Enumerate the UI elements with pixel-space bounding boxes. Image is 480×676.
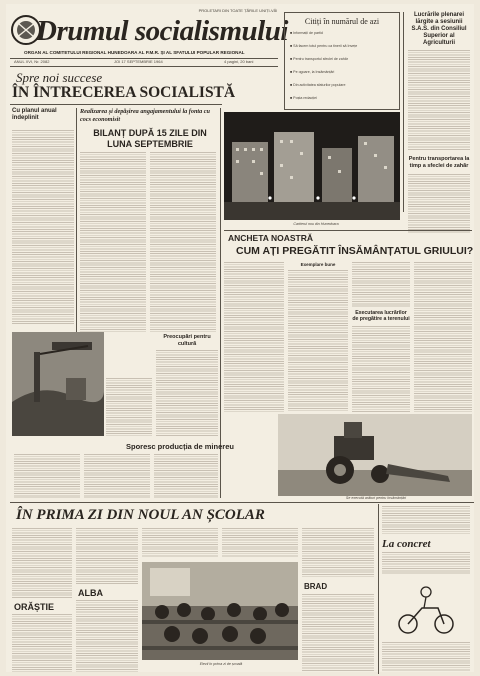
survey-col-2 [288,270,348,412]
issue-price: 4 pagini, 20 bani [224,59,254,64]
center-column-subhead: BILANȚ DUPĂ 15 ZILE DIN LUNA SEPTEMBRIE [93,128,207,149]
sidebar-article-title: Lucrările plenarei lărgite a sesiunii S.A.S. din Consiliul Superior al Agriculturii [411,12,467,46]
survey-col-1 [224,262,284,412]
school-col-5 [302,528,374,578]
school-town-alba: ALBA [78,588,103,598]
school-col-1 [12,528,72,598]
contents-item: ■ Să facem totul pentru ca tinerii să învețe [290,44,358,48]
contents-item: ■ Poșta redacției [290,96,317,100]
mining-head: Sporesc producția de minereu [126,442,234,451]
cultural-head: Preocupări pentru cultură [163,334,211,347]
classroom-photo [142,562,298,660]
sidebar-article-body [408,50,470,150]
city-photo-caption: Cartierul nou din Hunedoara [293,222,339,226]
contents-item: ■ Din activitatea sfaturilor populare [290,83,346,87]
survey-subhead: Exemplare bune [300,262,336,267]
contents-item: ■ Informații de partid [290,31,323,35]
masthead-title: Drumul socialismului [36,15,288,47]
school-col-2b [76,600,138,672]
tractor-caption: Se execută arături pentru însămânțări [345,496,407,500]
sidebar-subhead-body [408,174,470,234]
masthead-slogan: PROLETARI DIN TOATE ȚĂRILE UNIȚI-VĂ! [198,8,278,13]
survey-headline: CUM AȚI PREGĂTIT ÎNSĂMÂNȚATUL GRIULUI? [236,245,474,257]
survey-col-3a [352,262,410,308]
city-night-photo [224,112,400,220]
center-column-head: Realizarea și depășirea angajamentului la fonta cu cocs economisit [80,108,210,123]
survey-kicker: ANCHETA NOASTRĂ [228,233,313,243]
school-col-1b [12,614,72,672]
concrete-title: La concret [382,538,431,550]
masthead-subtitle: ORGAN AL COMITETULUI REGIONAL HUNEDOARA AL P.M.R. ȘI AL SFATULUI POPULAR REGIONAL [24,50,245,55]
top-story-headline: ÎN ÎNTRECEREA SOCIALISTĂ [12,84,236,101]
center-column-body-b [150,152,216,332]
cultural-body [156,350,218,436]
survey-col-3b [352,326,410,412]
school-col-4 [222,528,298,558]
center-column-body-a [80,152,146,332]
mining-body-b [84,454,150,498]
survey-subhead: Executarea lucrărilor de pregătire a terenului [352,310,410,323]
contents-item: ■ Pentru transportul sfeclei de zahăr [290,57,348,61]
concrete-body [382,642,470,672]
issue-number: ANUL XVI, Nr. 2082 [14,59,50,64]
contents-box [284,12,400,110]
classroom-caption: Elevii în prima zi de școală [199,662,243,666]
school-col-5b [302,594,374,672]
contents-title: Citiți în numărul de azi [304,17,380,26]
concrete-intro [382,552,470,574]
tractor-photo [278,414,472,496]
mining-body-c [154,454,218,498]
mining-body-a [14,454,80,498]
newspaper-page [6,4,474,672]
left-column-head: Cu planul anual îndeplinit [12,108,57,121]
cartoon-icon [386,578,466,638]
top-story-kicker: Spre noi succese [16,70,103,85]
contents-item: ■ Pe ogoare, la însămânțări [290,70,335,74]
photo-side-text [106,378,152,436]
survey-col-4 [414,262,472,412]
left-column-body [12,130,74,325]
issue-date: JOI 17 SEPTEMBRIE 1964 [114,59,163,64]
school-col-3 [142,528,218,558]
school-headline: ÎN PRIMA ZI DIN NOUL AN ȘCOLAR [16,507,265,523]
sidebar-subhead: Pentru transportarea la timp a sfeclei de zahăr [408,156,470,169]
right-bottom-text [382,506,470,534]
industrial-photo [12,332,104,436]
school-town-orastie: ORĂȘTIE [14,602,55,612]
school-col-2 [76,528,138,584]
school-town-brad: BRAD [304,582,328,591]
